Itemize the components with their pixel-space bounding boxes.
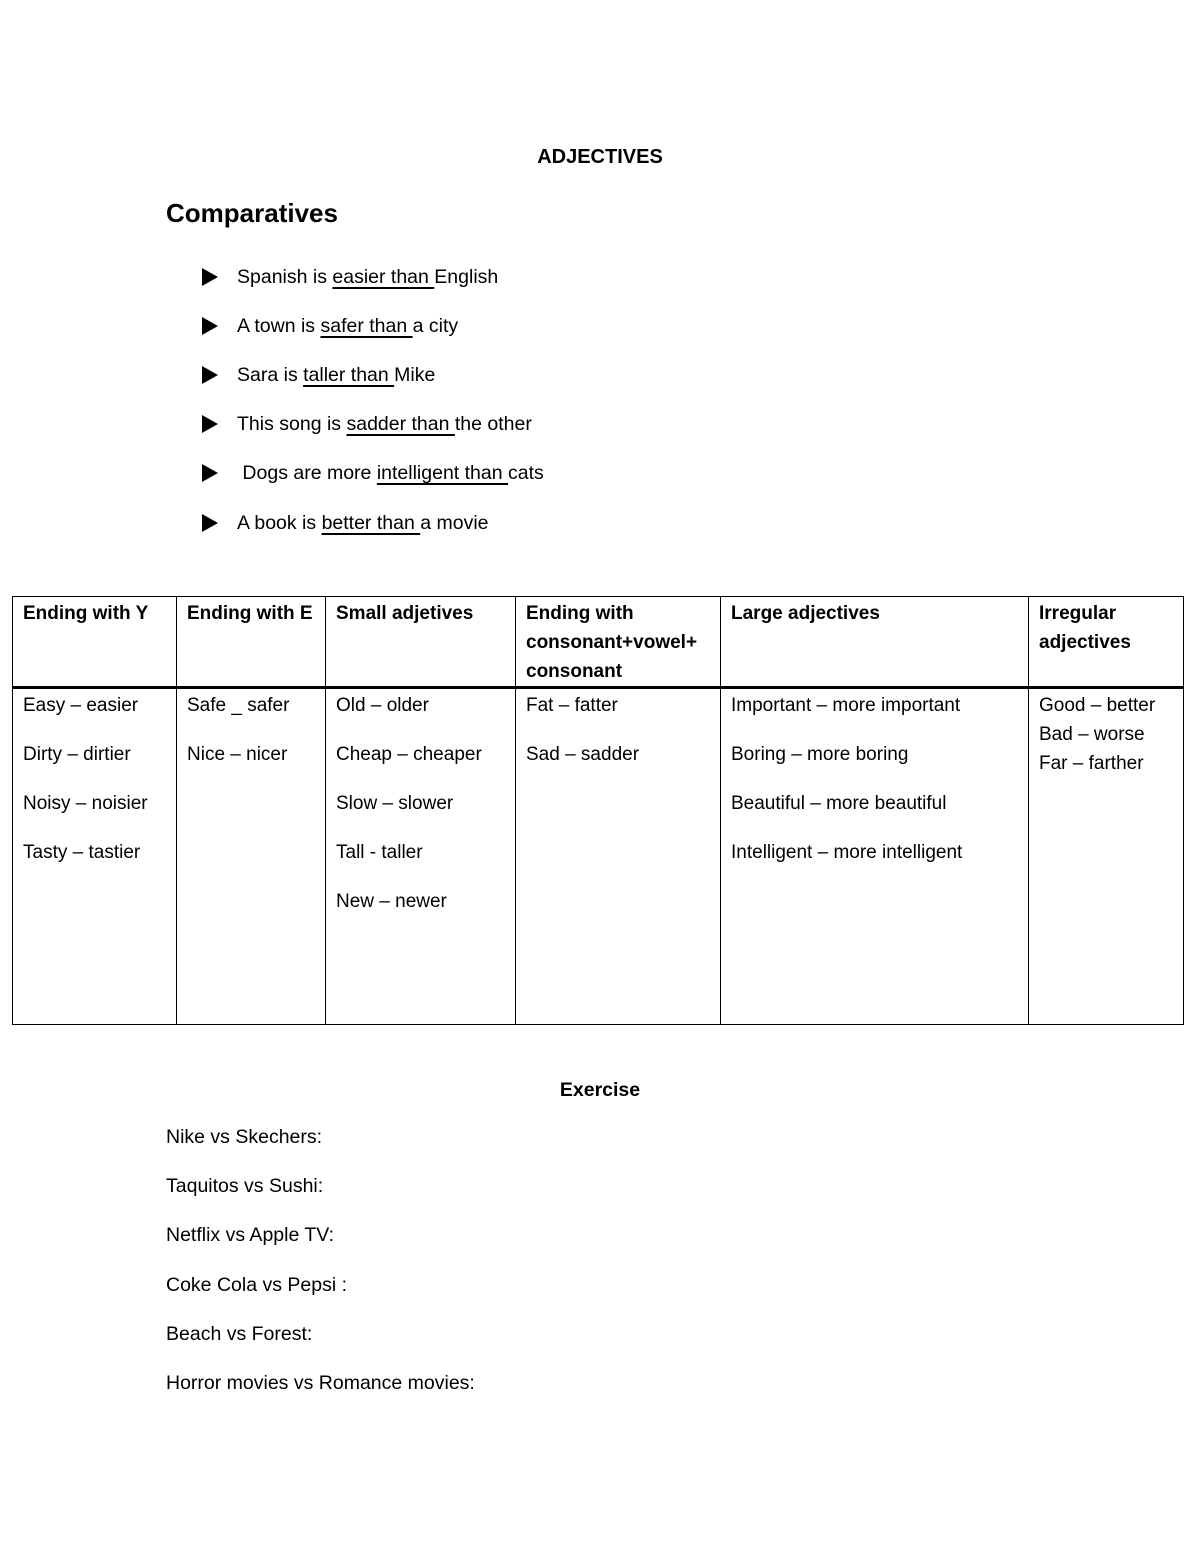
example-text: a city xyxy=(412,314,459,337)
example-comparative: sadder than xyxy=(346,413,455,436)
adjective-pair: Slow – slower xyxy=(336,793,454,814)
exercise-list xyxy=(166,1122,475,1417)
list-item xyxy=(201,449,544,498)
example-comparative: safer than xyxy=(320,314,413,337)
example-text: A town is xyxy=(237,314,321,337)
column-header: Large adjectives xyxy=(721,597,1029,688)
example-text: Dogs are more xyxy=(237,462,377,485)
example-text: cats xyxy=(508,462,544,485)
table-row xyxy=(13,688,1184,1025)
example-text: Spanish is xyxy=(237,265,333,288)
adjective-pair: Nice – nicer xyxy=(187,744,288,765)
table-cell xyxy=(13,688,177,1025)
adjective-pair: Fat – fatter xyxy=(526,695,618,716)
example-text: a movie xyxy=(420,511,489,534)
adjective-pair: Bad – worse xyxy=(1039,724,1145,745)
exercise-item: Taquitos vs Sushi: xyxy=(166,1175,324,1198)
example-text: the other xyxy=(454,413,532,436)
adjective-pair: Old – older xyxy=(336,695,429,716)
adjective-pair: Important – more important xyxy=(731,695,961,716)
section-title: Comparatives xyxy=(166,198,338,228)
exercise-item: Horror movies vs Romance movies: xyxy=(166,1371,475,1394)
list-item xyxy=(201,400,544,449)
adjective-pair: Intelligent – more intelligent xyxy=(731,842,963,863)
comparatives-table xyxy=(12,596,1184,1025)
column-header: Ending with consonant+vowel+ consonant xyxy=(516,597,721,688)
example-comparative: easier than xyxy=(332,265,435,288)
example-comparative: intelligent than xyxy=(376,462,508,485)
adjective-pair: Boring – more boring xyxy=(731,744,909,765)
adjective-pair: Beautiful – more beautiful xyxy=(731,793,947,814)
adjective-pair: Easy – easier xyxy=(23,695,139,716)
example-text: This song is xyxy=(237,413,347,436)
adjective-pair: New – newer xyxy=(336,891,447,912)
adjective-pair: Good – better xyxy=(1039,695,1156,716)
example-text: Mike xyxy=(394,363,436,386)
triangle-bullet-icon xyxy=(201,311,237,341)
exercise-item: Beach vs Forest: xyxy=(166,1322,313,1345)
example-text: Sara is xyxy=(237,363,304,386)
page-title: ADJECTIVES xyxy=(537,146,663,168)
exercise-item: Nike vs Skechers: xyxy=(166,1126,323,1148)
example-text: A book is xyxy=(237,511,322,534)
examples-list xyxy=(201,252,544,547)
adjective-pair: Tall - taller xyxy=(336,842,423,863)
list-item xyxy=(201,350,544,399)
adjective-pair: Tasty – tastier xyxy=(23,842,141,863)
adjective-pair: Far – farther xyxy=(1039,753,1144,774)
adjective-pair: Dirty – dirtier xyxy=(23,744,131,765)
table-cell xyxy=(326,688,516,1025)
column-header: Ending with Y xyxy=(13,597,177,688)
triangle-bullet-icon xyxy=(201,360,237,390)
table-cell xyxy=(1029,688,1184,1025)
triangle-bullet-icon xyxy=(201,262,237,292)
triangle-bullet-icon xyxy=(201,508,237,538)
adjective-pair: Safe _ safer xyxy=(187,695,290,716)
example-text: English xyxy=(434,265,499,288)
adjective-pair: Sad – sadder xyxy=(526,744,640,765)
table-cell xyxy=(516,688,721,1025)
triangle-bullet-icon xyxy=(201,409,237,439)
table-header-row xyxy=(13,597,1184,688)
list-item xyxy=(201,498,544,547)
adjective-pair: Noisy – noisier xyxy=(23,793,148,814)
column-header: Ending with E xyxy=(177,597,326,688)
adjective-pair: Cheap – cheaper xyxy=(336,744,482,765)
list-item xyxy=(201,252,544,301)
example-comparative: taller than xyxy=(303,363,395,386)
exercise-item: Netflix vs Apple TV: xyxy=(166,1224,334,1247)
triangle-bullet-icon xyxy=(201,458,237,488)
table-cell xyxy=(177,688,326,1025)
example-comparative: better than xyxy=(321,511,421,534)
column-header: Irregular adjectives xyxy=(1029,597,1184,688)
column-header: Small adjetives xyxy=(326,597,516,688)
table-cell xyxy=(721,688,1029,1025)
exercise-item: Coke Cola vs Pepsi : xyxy=(166,1273,347,1296)
list-item xyxy=(201,301,544,350)
exercise-title: Exercise xyxy=(559,1079,641,1101)
